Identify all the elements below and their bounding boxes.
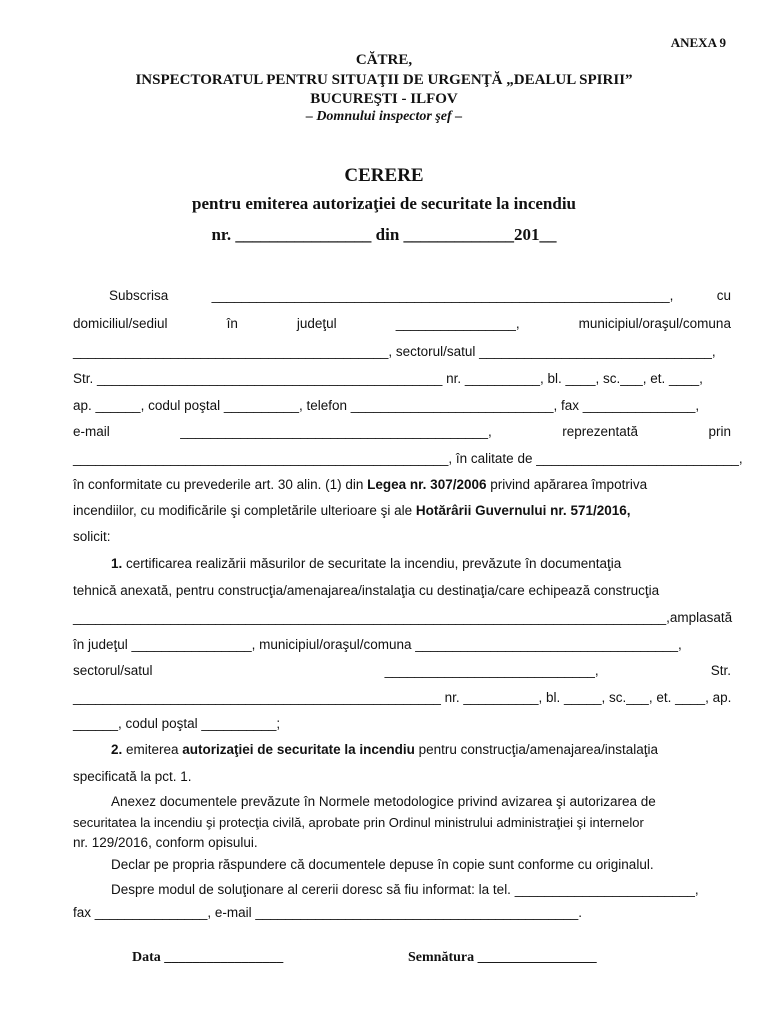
form-line-legal-2: [73, 503, 731, 518]
request-point-2: [73, 742, 731, 757]
institution-name: INSPECTORATUL PENTRU SITUAŢII DE URGENŢĂ „DEALUL SPIRII”: [135, 72, 633, 88]
label-domicile: domiciliul/sediul: [73, 316, 168, 331]
label-by: prin: [708, 424, 731, 439]
label-represented: reprezentată: [562, 424, 639, 439]
institution-location: BUCUREŞTI - ILFOV: [310, 91, 458, 107]
declaration: Declar pe propria răspundere că documentele depuse în copie sunt conforme cu originalul.: [111, 857, 654, 872]
label-street: Str.: [710, 663, 731, 678]
form-line-representative: __________________________________________________, în calitate de ___________________________,: [73, 451, 743, 466]
annex-label: ANEXA 9: [670, 35, 726, 50]
annex-paragraph-3: nr. 129/2016, conform opisului.: [73, 835, 258, 850]
annex-paragraph-1: Anexez documentele prevăzute în Normele metodologice privind avizarea şi autorizarea de: [111, 794, 656, 809]
point-text: pentru construcţia/amenajarea/instalaţia: [414, 742, 659, 757]
request-point-2-cont: specificată la pct. 1.: [73, 769, 192, 784]
label-located: amplasată: [669, 610, 733, 625]
form-line-legal-1: [73, 477, 731, 492]
blank-name: _____________________________________________________________,: [211, 288, 674, 303]
legal-text: în conformitate cu prevederile art. 30 alin. (1) din: [73, 477, 368, 492]
label-in: în: [226, 316, 238, 331]
annex-paragraph-2: securitatea la incendiu şi protecţia civilă, aprobate prin Ordinul ministrului administraţiei şi internelor: [73, 815, 644, 830]
document-title: CERERE: [344, 165, 424, 186]
document-subtitle: pentru emiterea autorizaţiei de securitate la incendiu: [192, 194, 576, 213]
label-subscrisa: Subscrisa: [109, 288, 169, 303]
form-line-applicant: [73, 288, 731, 303]
contact-fax-email: fax _______________, e-mail ___________________________________________.: [73, 905, 582, 920]
request-point-1: [73, 556, 731, 571]
form-line-sector: __________________________________________, sectorul/satul _______________________________,: [73, 344, 716, 359]
solicit-label: solicit:: [73, 529, 111, 544]
blank-destination: _______________________________________________________________________________,: [73, 610, 670, 625]
contact-preference: Despre modul de soluţionare al cererii doresc să fiu informat: la tel. ________________________,: [111, 882, 699, 897]
request-point-1-cont: tehnică anexată, pentru construcţia/amenajarea/instalaţia cu destinaţia/care echipează construcţia: [73, 583, 660, 598]
form-line-location-sector: [73, 663, 731, 678]
blank-county: ________________,: [395, 316, 520, 331]
to-label: CĂTRE,: [355, 52, 413, 68]
label-cu: cu: [716, 288, 731, 303]
label-municipality: municipiul/oraşul/comuna: [578, 316, 731, 331]
authorization-name: autorizaţiei de securitate la incendiu: [182, 742, 415, 757]
decision-reference: Hotărârii Guvernului nr. 571/2016,: [415, 503, 631, 518]
form-line-domicile: [73, 316, 731, 331]
point-number: 1.: [111, 556, 123, 571]
blank-email: _________________________________________,: [180, 424, 492, 439]
blank-sector: ____________________________,: [384, 663, 599, 678]
label-email: e-mail: [73, 424, 110, 439]
law-reference: Legea nr. 307/2006: [367, 477, 487, 492]
form-line-location-street: _________________________________________________ nr. __________, bl. _____, sc.___, et. ____, ap.: [73, 690, 732, 705]
addressee: – Domnului inspector şef –: [305, 109, 463, 124]
form-line-email: [73, 424, 731, 439]
form-line-location-county: în judeţul ________________, municipiul/oraşul/comuna ___________________________________,: [73, 637, 682, 652]
legal-text: privind apărarea împotriva: [486, 477, 648, 492]
form-line-location-postal: ______, codul poştal __________;: [73, 716, 281, 731]
point-text: emiterea: [122, 742, 183, 757]
label-county: judeţul: [296, 316, 337, 331]
point-number: 2.: [111, 742, 123, 757]
point-text: certificarea realizării măsurilor de securitate la incendiu, prevăzute în documentaţia: [122, 556, 622, 571]
signature-field: Semnătura _________________: [408, 950, 597, 965]
legal-text: incendiilor, cu modificările şi completările ulterioare şi ale: [73, 503, 416, 518]
document-number: nr. ________________ din _____________201__: [211, 225, 557, 244]
form-line-contact: ap. ______, codul poştal __________, telefon ___________________________, fax _______________,: [73, 398, 700, 413]
label-sector: sectorul/satul: [73, 663, 153, 678]
form-line-street: Str. ______________________________________________ nr. __________, bl. ____, sc.___, et. ____,: [73, 371, 703, 386]
date-field: Data _________________: [132, 950, 284, 965]
form-line-destination: [73, 610, 731, 625]
